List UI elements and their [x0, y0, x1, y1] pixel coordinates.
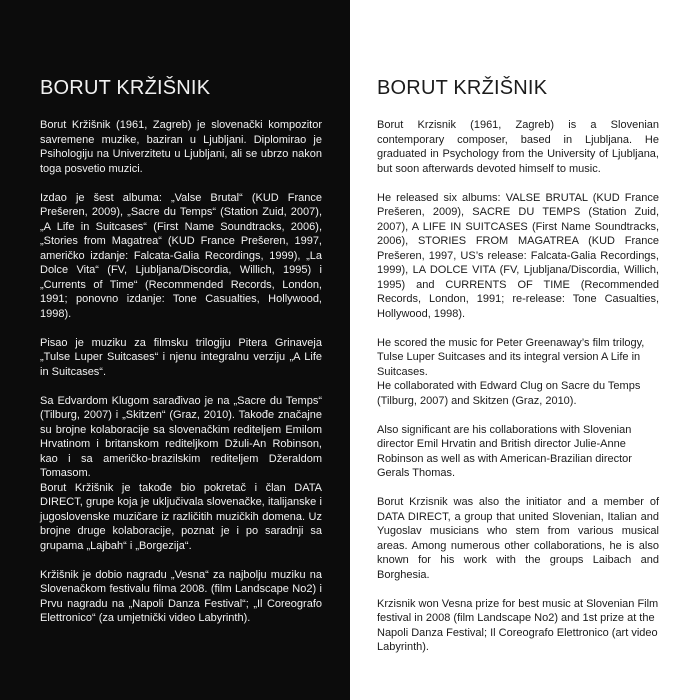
right-paragraph-awards: Krzisnik won Vesna prize for best music at Slovenian Film festival in 2008 (film Landscape No2) and 1st prize at the Napoli Danza Festival; Il Coreografo Elettronico (art video Labyrinth). — [377, 597, 659, 653]
left-paragraph-albums: Izdao je šest albuma: „Valse Brutal“ (KUD France Prešeren, 2009), „Sacre du Temps“ (Station Zuid, 2007), „A Life in Suitcases“ (First Name Soundtracks, 2006), „Stories from Magatrea“ (KUD France Prešeren, 1997, američko izdanje: Falcata-Galia Recordings, 1999), „La Dolce Vita“ (FV, Ljubljana/Discordia, Willich, 1995) i „Currents of Time“ (Recommended Records, London, 1991; ponovno izdanje: Tone Casualties, Hollywood, 1998). — [40, 191, 322, 320]
right-title: BORUT KRŽIŠNIK — [377, 77, 548, 99]
right-paragraph-directors: Also significant are his collaborations with Slovenian director Emil Hrvatin and British director Julie-Anne Robinson as well as with American-Brazilian director Gerals Thomas. — [377, 423, 632, 479]
left-paragraph-film-music: Pisao je muziku za filmsku trilogiju Pitera Grinaveja „Tulse Luper Suitcases“ i njenu integralnu verziju „A Life in Suitcases“. — [40, 336, 322, 378]
left-text-column — [40, 76, 322, 640]
right-text-column — [377, 76, 659, 669]
right-paragraph-film-music: He scored the music for Peter Greenaway’s film trilogy, Tulse Luper Suitcases and its integral version A Life in Suitcases. He collaborated with Edward Clug on Sacre du Temps (Tilburg, 2007) and Skitzen (Graz, 2010). — [377, 336, 645, 407]
right-paragraph-data-direct: Borut Krzisnik was also the initiator and a member of DATA DIRECT, a group that united Slovenian, Italian and Yugoslav musicians who stem from various musical areas. Among numerous other collaborations, he is also known for his work with the groups Laibach and Borghesia. — [377, 496, 659, 581]
left-paragraph-collaborations: Sa Edvardom Klugom sarađivao je na „Sacre du Temps“ (Tilburg, 2007) i „Skitzen“ (Graz, 2010). Takođe značajne su brojne kolaboracije sa slovenačkim rediteljem Emilom Hrvatinom i britanskom rediteljkom Džuli-An Robinson, kao i sa američko-brazilskim rediteljem Džeraldom Tomasom. Borut Kržišnik je takođe bio pokretač i član DATA DIRECT, grupe koja je uključivala slovenačke, italijanske i jugoslovenske muzičare iz različitih muzičkih domena. Uz brojne druge kolaboracije, poznat je i po saradnji sa grupama „Lajbah“ i „Borgezija“. — [40, 394, 322, 552]
right-paragraph-albums: He released six albums: VALSE BRUTAL (KUD France Prešeren, 2009), SACRE DU TEMPS (Station Zuid, 2007), A LIFE IN SUITCASES (First Name Soundtracks, 2006), STORIES FROM MAGATREA (KUD France Prešeren, 1997, US’s release: Falcata-Galia Recordings, 1999), LA DOLCE VITA (FV, Ljubljana/Discordia, Willich, 1995) and CURRENTS OF TIME (Recommended Records, London, 1991; re-release: Tone Casualties, Hollywood, 1998). — [377, 191, 659, 320]
left-paragraph-awards: Kržišnik je dobio nagradu „Vesna“ za najbolju muziku na Slovenačkom festivalu filma 2008. (film Landscape No2) i Prvu nagradu na „Napoli Danza Festival“; „Il Coreografo Elettronico“ (za umjetnički video Labyrinth). — [40, 568, 322, 624]
right-page-english — [350, 0, 700, 700]
left-title: BORUT KRŽIŠNIK — [40, 77, 211, 99]
left-paragraph-bio: Borut Kržišnik (1961, Zagreb) je slovenački kompozitor savremene muzike, baziran u Ljubljani. Diplomirao je Psihologiju na Univerzitetu u Ljubljani, ali se ubrzo nakon toga posvetio muzici. — [40, 119, 322, 175]
right-paragraph-bio: Borut Krzisnik (1961, Zagreb) is a Slovenian contemporary composer, based in Ljubljana. He graduated in Psychology from the University of Ljubljana, but soon afterwards devoted himself to music. — [377, 119, 659, 175]
